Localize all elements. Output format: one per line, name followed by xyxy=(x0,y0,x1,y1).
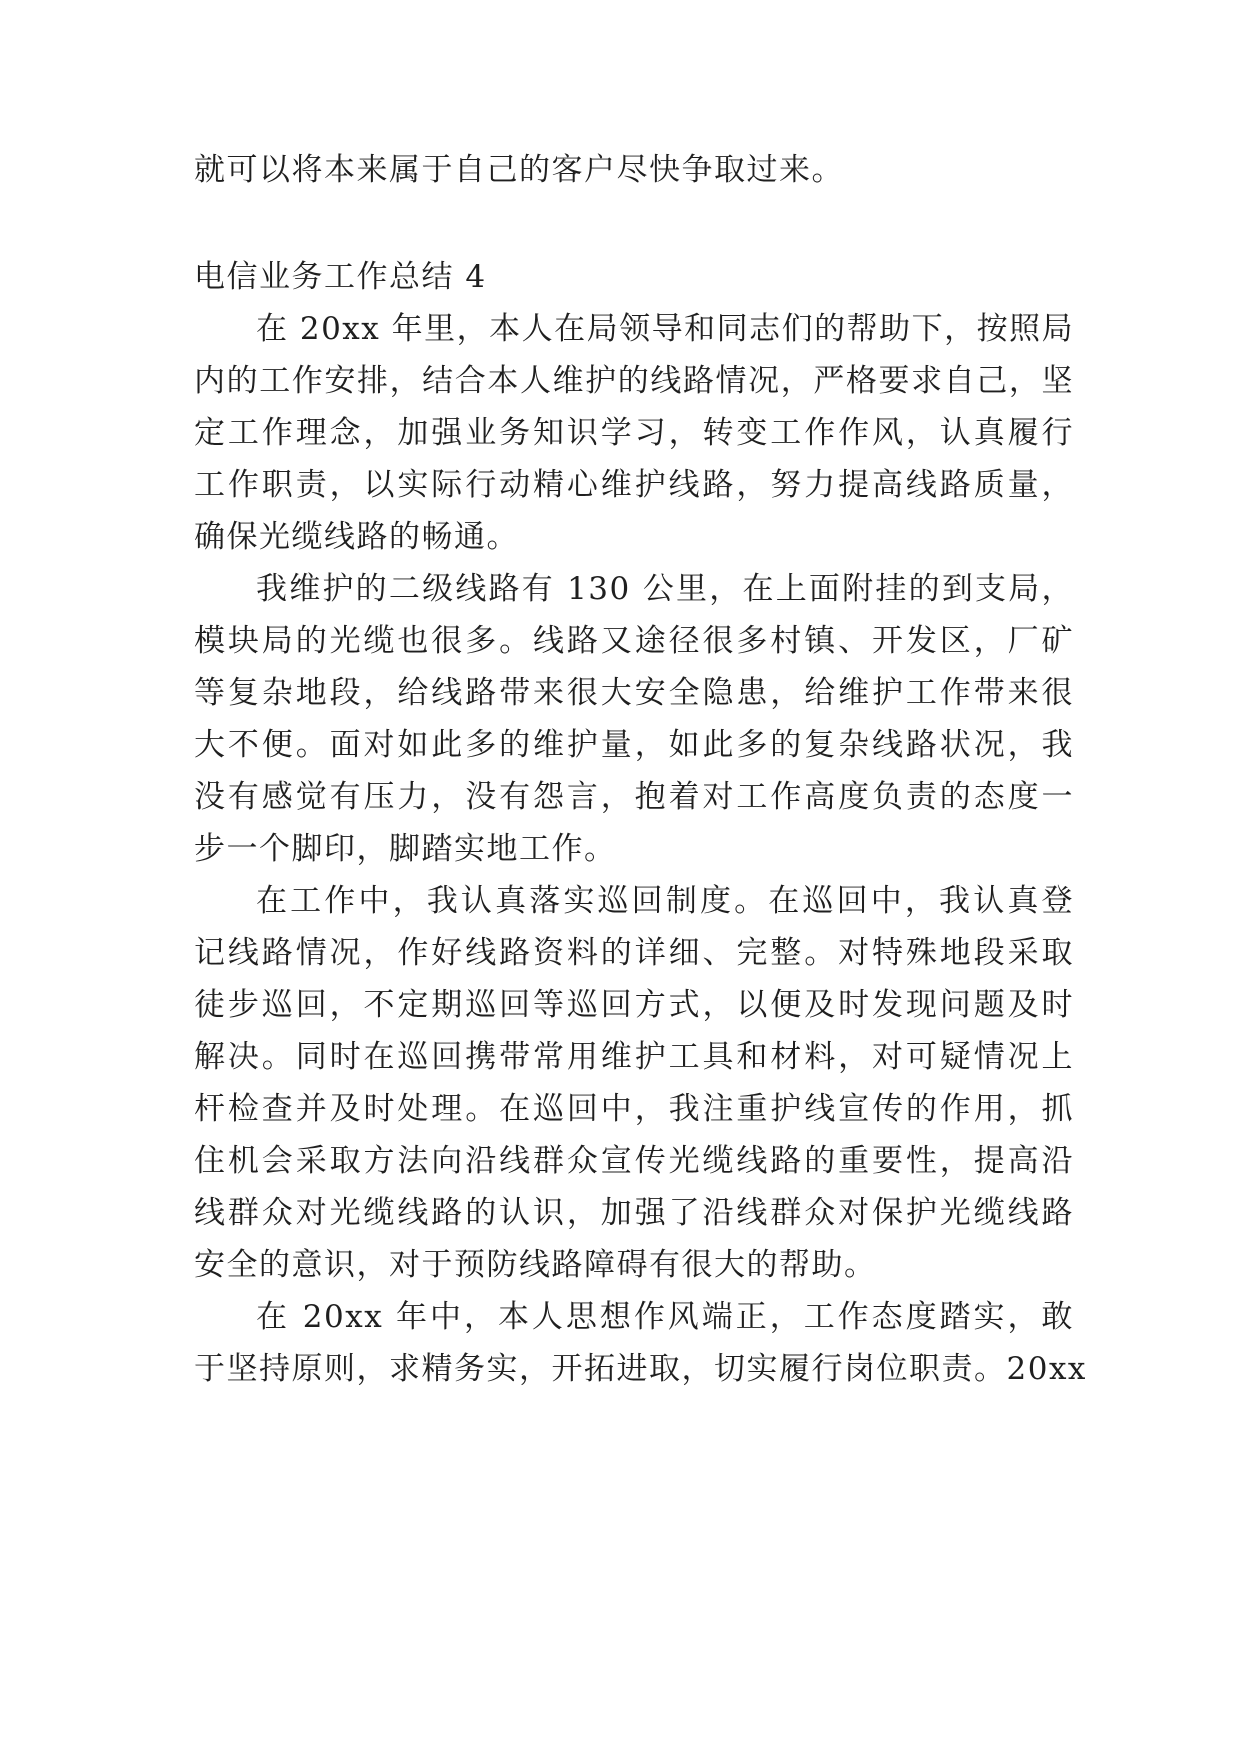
paragraph-line: 解决。同时在巡回携带常用维护工具和材料，对可疑情况上 xyxy=(194,1039,1074,1075)
paragraph-line: 工作职责，以实际行动精心维护线路，努力提高线路质量， xyxy=(194,467,1074,503)
paragraph-line: 内的工作安排，结合本人维护的线路情况，严格要求自己，坚 xyxy=(194,363,1074,399)
paragraph-line: 确保光缆线路的畅通。 xyxy=(194,519,519,555)
paragraph-line: 在工作中，我认真落实巡回制度。在巡回中，我认真登 xyxy=(256,883,1074,919)
section-title: 电信业务工作总结 4 xyxy=(194,259,487,295)
paragraph-line: 记线路情况，作好线路资料的详细、完整。对特殊地段采取 xyxy=(194,935,1074,971)
paragraph-line: 定工作理念，加强业务知识学习，转变工作作风，认真履行 xyxy=(194,415,1074,451)
paragraph-line: 我维护的二级线路有 130 公里，在上面附挂的到支局， xyxy=(256,571,1074,607)
paragraph-line: 步一个脚印，脚踏实地工作。 xyxy=(194,831,617,867)
paragraph-line: 模块局的光缆也很多。线路又途径很多村镇、开发区，厂矿 xyxy=(194,623,1074,659)
paragraph-line: 大不便。面对如此多的维护量，如此多的复杂线路状况，我 xyxy=(194,727,1074,763)
paragraph-line: 住机会采取方法向沿线群众宣传光缆线路的重要性，提高沿 xyxy=(194,1143,1074,1179)
paragraph-line: 没有感觉有压力，没有怨言，抱着对工作高度负责的态度一 xyxy=(194,779,1074,815)
paragraph-line: 安全的意识，对于预防线路障碍有很大的帮助。 xyxy=(194,1247,877,1283)
paragraph-line: 于坚持原则，求精务实，开拓进取，切实履行岗位职责。20xx xyxy=(194,1351,1087,1387)
intro-line: 就可以将本来属于自己的客户尽快争取过来。 xyxy=(194,152,844,188)
paragraph-line: 等复杂地段，给线路带来很大安全隐患，给维护工作带来很 xyxy=(194,675,1074,711)
paragraph-line: 徒步巡回，不定期巡回等巡回方式，以便及时发现问题及时 xyxy=(194,987,1074,1023)
paragraph-line: 在 20xx 年中，本人思想作风端正，工作态度踏实，敢 xyxy=(256,1299,1074,1335)
paragraph-line: 在 20xx 年里，本人在局领导和同志们的帮助下，按照局 xyxy=(256,311,1075,347)
paragraph-line: 线群众对光缆线路的认识，加强了沿线群众对保护光缆线路 xyxy=(194,1195,1074,1231)
paragraph-line: 杆检查并及时处理。在巡回中，我注重护线宣传的作用，抓 xyxy=(194,1091,1074,1127)
